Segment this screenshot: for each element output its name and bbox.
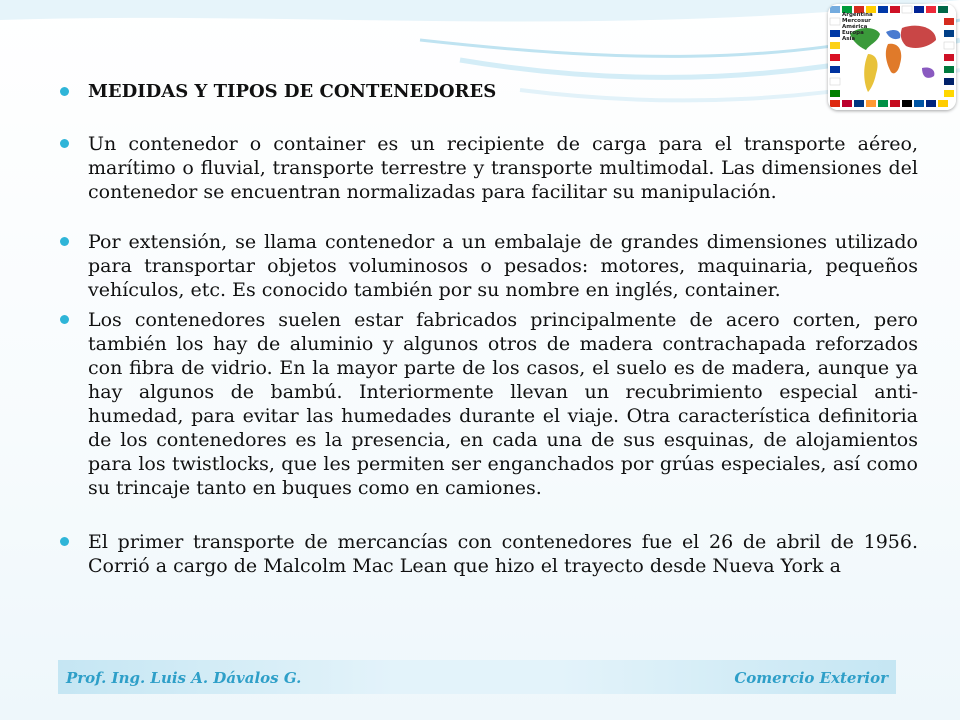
footer-author: Prof. Ing. Luis A. Dávalos G. bbox=[66, 669, 302, 687]
logo-text-line: Argentina bbox=[842, 12, 873, 18]
slide-content bbox=[60, 80, 918, 578]
logo-text bbox=[842, 12, 873, 42]
slide-title-bullet: MEDIDAS Y TIPOS DE CONTENEDORES bbox=[60, 80, 918, 104]
logo-text-line: Mercosur bbox=[842, 18, 871, 24]
bullet-paragraph: Un contenedor o container es un recipiente de carga para el transporte aéreo, marítimo o fluvial, transporte terrestre y transporte multimodal. Las dimensiones del contenedor se encuentran normalizadas para facilitar su manipulación. bbox=[60, 132, 918, 204]
logo-text-line: Asia bbox=[842, 36, 856, 42]
logo-text-line: Europa bbox=[842, 30, 864, 36]
footer-course: Comercio Exterior bbox=[734, 669, 888, 687]
bullet-paragraph: El primer transporte de mercancías con contenedores fue el 26 de abril de 1956. Corrió a cargo de Malcolm Mac Lean que hizo el trayecto desde Nueva York a bbox=[60, 530, 918, 578]
bullet-paragraph: Por extensión, se llama contenedor a un embalaje de grandes dimensiones utilizado para transportar objetos voluminosos o pesados: motores, maquinaria, pequeños vehículos, etc. Es conocido también por su nombre en inglés, container. bbox=[60, 230, 918, 302]
logo-text-line: América bbox=[842, 24, 868, 30]
bullet-paragraph: Los contenedores suelen estar fabricados principalmente de acero corten, pero también los hay de aluminio y algunos otros de madera contrachapada reforzados con fibra de vidrio. En la mayor parte de los casos, el suelo es de madera, aunque ya hay algunos de bambú. Interiormente llevan un recubrimiento especial anti-humedad, para evitar las humedades durante el viaje. Otra característica definitoria de los contenedores es la presencia, en cada una de sus esquinas, de alojamientos para los twistlocks, que les permiten ser enganchados por grúas especiales, así como su trincaje tanto en buques como en camiones. bbox=[60, 308, 918, 500]
